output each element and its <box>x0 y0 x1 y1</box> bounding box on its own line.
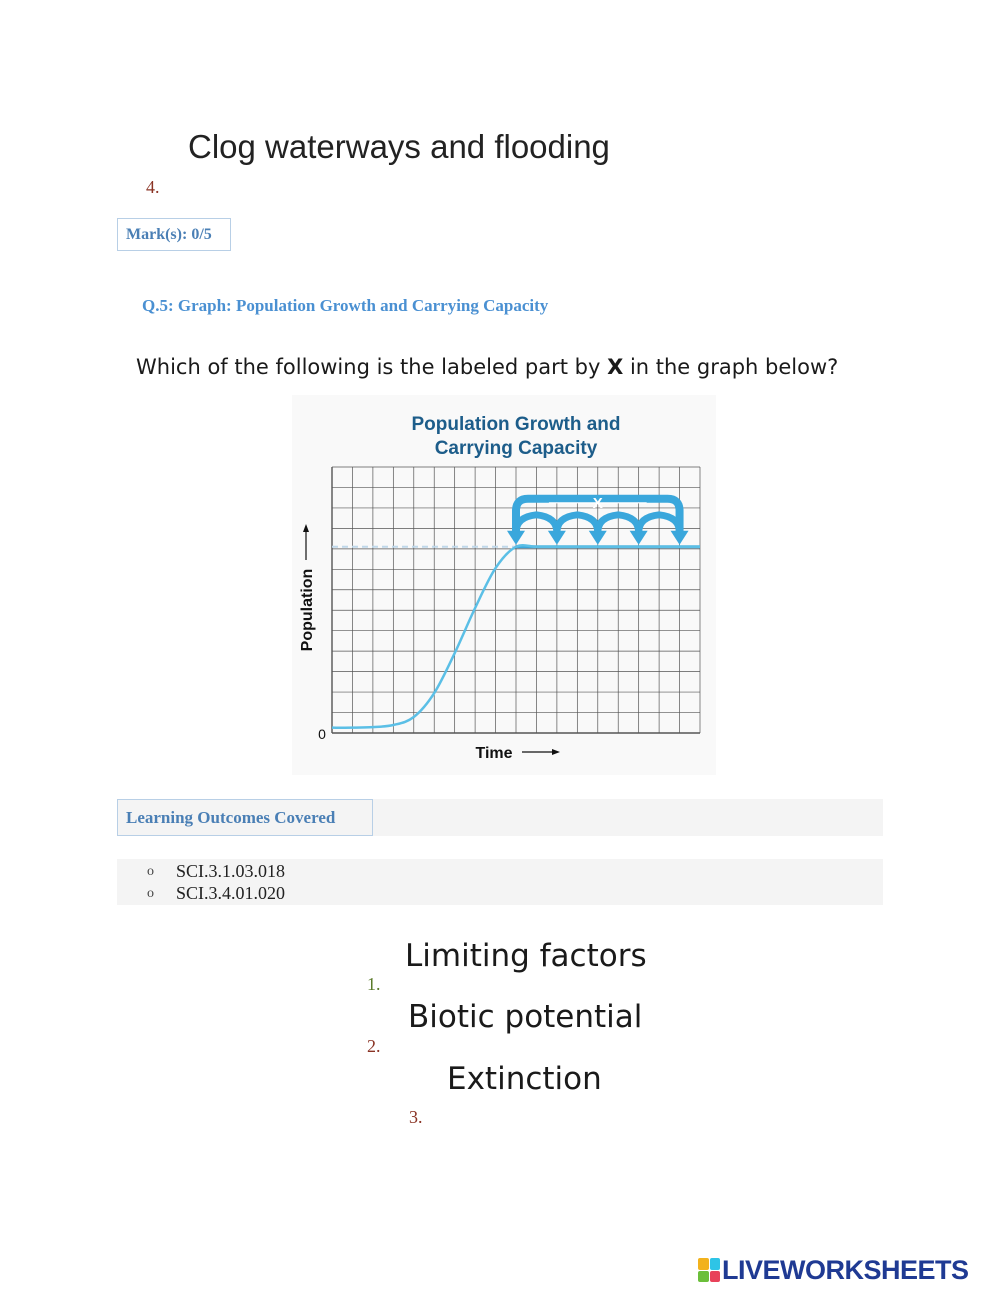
chart-title-line-1: Population Growth and <box>411 414 621 435</box>
option-2-number: 2. <box>367 1036 381 1056</box>
option-3-text[interactable]: Extinction <box>447 1061 602 1097</box>
question-text <box>136 355 838 379</box>
xlabel-arrow <box>522 749 560 755</box>
x-arrow-head <box>671 531 689 545</box>
question-text-before: Which of the following is the labeled part by <box>136 355 608 379</box>
question-text-emphasis: X <box>607 355 624 379</box>
option-1-number: 1. <box>367 974 381 994</box>
previous-answer-number: 4. <box>146 177 160 197</box>
learning-outcomes-list <box>117 859 883 905</box>
option-3-number: 3. <box>409 1107 423 1127</box>
liveworksheets-logo-icon <box>698 1258 720 1282</box>
learning-outcome-code: SCI.3.1.03.018 <box>176 861 286 881</box>
learning-outcome-code: SCI.3.4.01.020 <box>176 883 286 903</box>
question-text-after: in the graph below? <box>623 355 839 379</box>
previous-answer-option[interactable]: Clog waterways and flooding <box>188 128 610 165</box>
ylabel-arrow <box>303 524 309 560</box>
liveworksheets-brand <box>698 1255 969 1285</box>
liveworksheets-brand-text: LIVEWORKSHEETS <box>722 1254 969 1285</box>
bullet-icon: o <box>147 886 154 901</box>
chart-xlabel: Time <box>475 745 513 762</box>
chart-title-line-2: Carrying Capacity <box>434 438 598 459</box>
x-arrow-head <box>589 531 607 545</box>
population-chart-svg <box>292 395 716 775</box>
marks-badge: Mark(s): 0/5 <box>117 218 231 251</box>
chart-origin-label: 0 <box>318 726 326 742</box>
option-2-text[interactable]: Biotic potential <box>408 999 643 1035</box>
learning-outcomes-label: Learning Outcomes Covered <box>117 799 373 836</box>
x-arrow-head <box>630 531 648 545</box>
chart-ylabel: Population <box>299 568 316 652</box>
bullet-icon: o <box>147 864 154 879</box>
x-annotation-label: X <box>592 494 603 512</box>
population-chart <box>292 395 716 775</box>
x-arrow-head <box>507 531 525 545</box>
question-title: Q.5: Graph: Population Growth and Carrying Capacity <box>142 296 549 315</box>
x-arrow-head <box>548 531 566 545</box>
option-1-text[interactable]: Limiting factors <box>405 938 647 974</box>
